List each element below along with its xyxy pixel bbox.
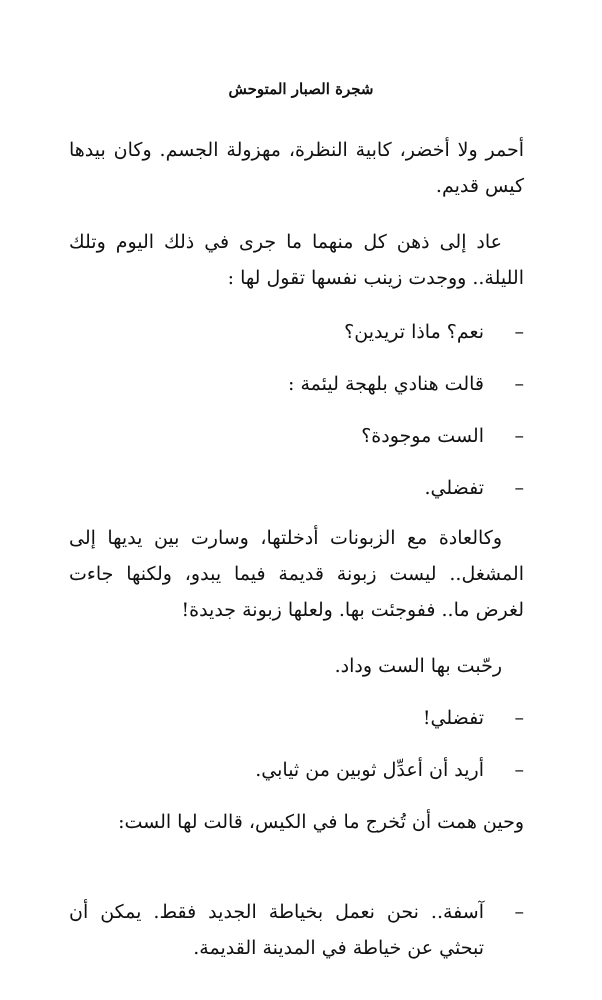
- dialogue-dash: –: [514, 707, 524, 729]
- dialogue-line-2: [69, 366, 524, 402]
- paragraph-5: وحين همت أن تُخرج ما في الكيس، قالت لها الست:: [118, 811, 524, 833]
- paragraph-2: عاد إلى ذهن كل منهما ما جرى في ذلك اليوم وتلك الليلة.. ووجدت زينب نفسها تقول لها :: [69, 231, 524, 289]
- dialogue-dash: –: [514, 425, 524, 447]
- dialogue-line-3: [69, 418, 524, 454]
- dialogue-line-5: [69, 700, 524, 736]
- chapter-title: شجرة الصبار المتوحش: [228, 80, 374, 98]
- dialogue-text: أريد أن أعدِّل ثوبين من ثيابي.: [255, 759, 484, 781]
- dialogue-text: الست موجودة؟: [361, 425, 484, 447]
- dialogue-text: آسفة.. نحن نعمل بخياطة الجديد فقط. يمكن أن تبحثي عن خياطة في المدينة القديمة.: [69, 901, 484, 959]
- dialogue-line-7: [69, 894, 524, 966]
- dialogue-line-1: [69, 314, 524, 350]
- dialogue-dash: –: [514, 321, 524, 343]
- paragraph-3: وكالعادة مع الزبونات أدخلتها، وسارت بين يديها إلى المشغل.. ليست زبونة قديمة فيما يبدو، ولكنها جاءت لغرض ما.. ففوجئت بها. ولعلها زبونة جديدة!: [69, 527, 524, 621]
- dialogue-text: قالت هنادي بلهجة لیئمة :: [288, 373, 484, 395]
- dialogue-dash: –: [514, 901, 524, 923]
- dialogue-text: تفضلي.: [424, 477, 484, 499]
- dialogue-line-6: [69, 752, 524, 788]
- dialogue-dash: –: [514, 373, 524, 395]
- dialogue-text: نعم؟ ماذا تريدين؟: [344, 321, 484, 343]
- dialogue-dash: –: [514, 477, 524, 499]
- dialogue-line-4: [69, 470, 524, 506]
- paragraph-1: أحمر ولا أخضر، كابية النظرة، مهزولة الجسم. وكان بيدها كيس قديم.: [69, 139, 524, 197]
- dialogue-text: تفضلي!: [422, 707, 484, 729]
- dialogue-dash: –: [514, 759, 524, 781]
- paragraph-4: رحّبت بها الست وداد.: [334, 655, 502, 677]
